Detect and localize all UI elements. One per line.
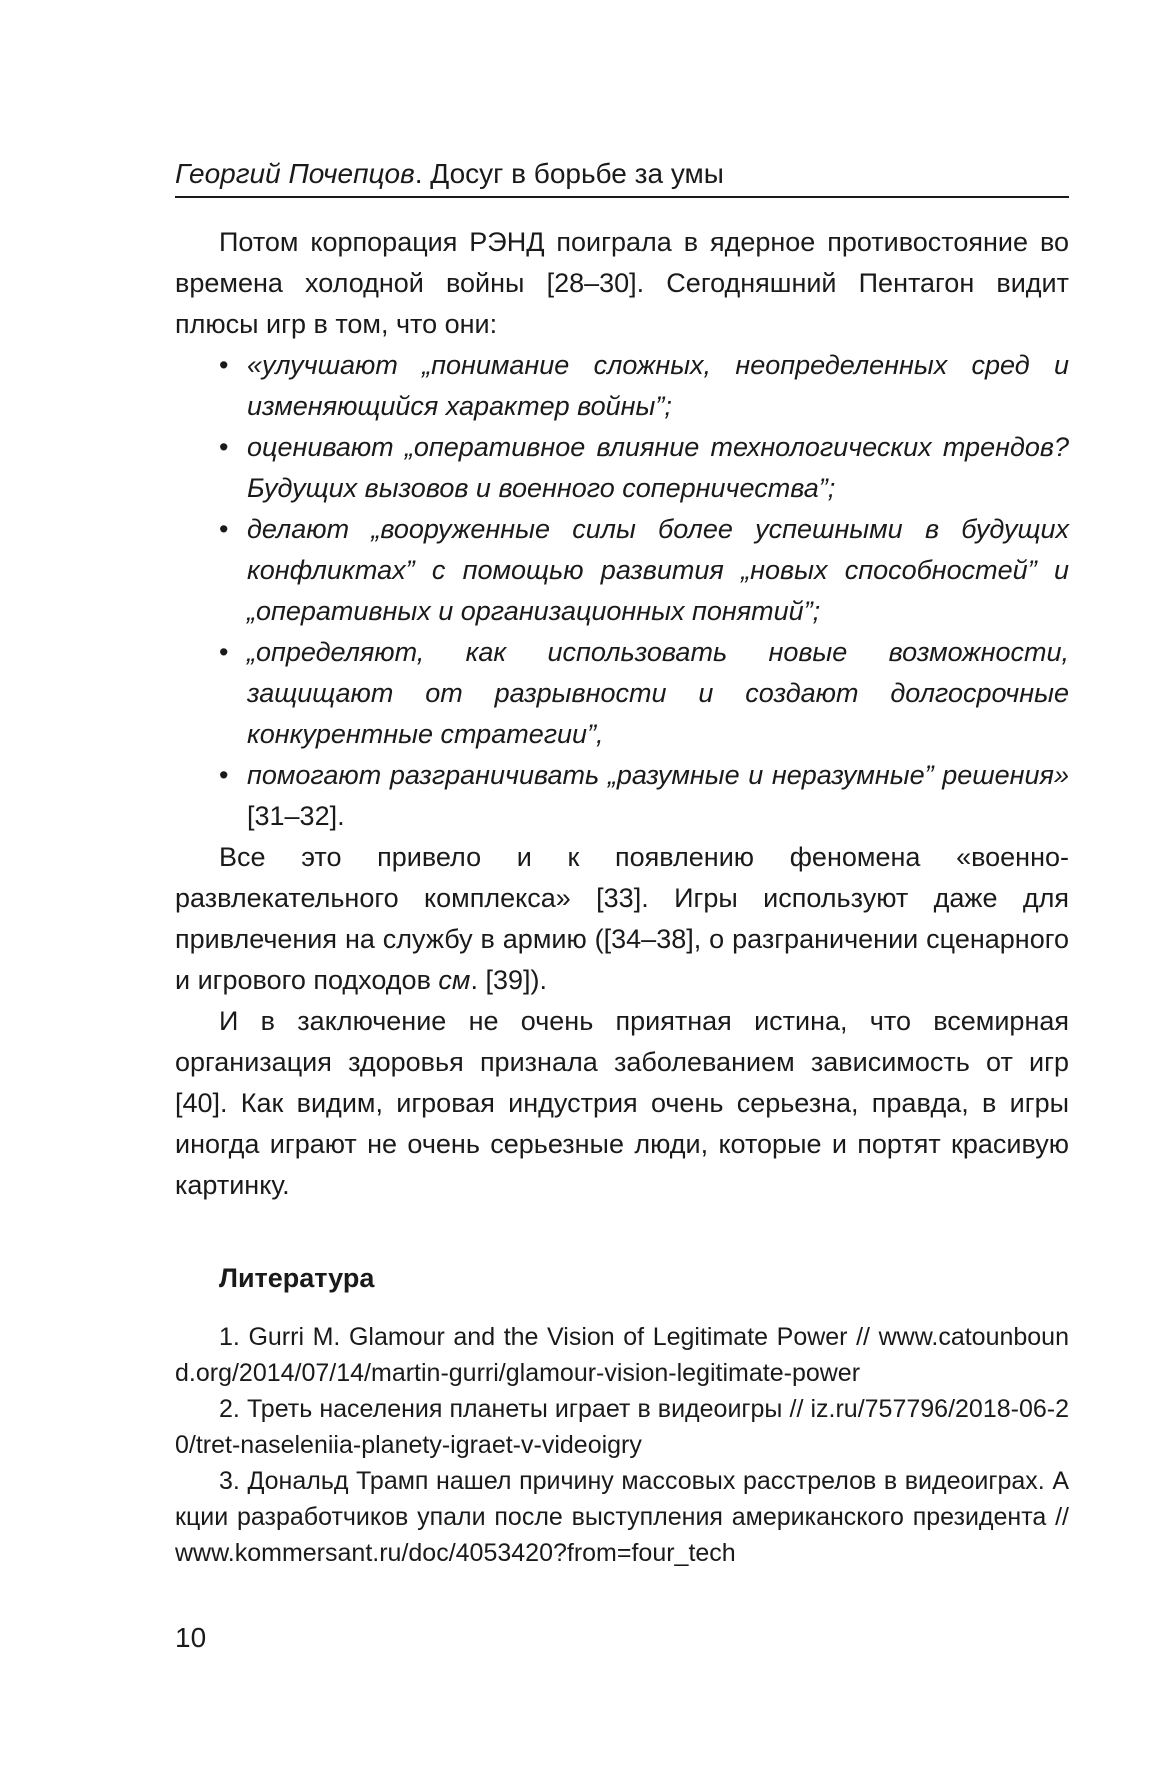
list-item-text: „определяют, как использовать новые возможности, защищают от разрывности и создают долгосрочные конкурентные стратегии”, xyxy=(247,637,1069,749)
list-item-text: помогают разграничивать „разумные и неразумные” решения» xyxy=(247,760,1069,790)
reference-item: 2. Треть населения планеты играет в видеоигры // iz.ru/757796/2018-06-20/tret-naseleniia-planety-igraet-v-videoigry xyxy=(175,1395,1069,1459)
paragraph-text-end: . [39]). xyxy=(470,965,547,995)
page-number: 10 xyxy=(175,1622,207,1653)
paragraph-conclusion: И в заключение не очень приятная истина, что всемирная организация здоровья признала заболеванием зависимость от игр [40]. Как видим, игровая индустрия очень серьезна, правда, в игры иногда играют не очень серьезные люди, которые и портят красивую картинку. xyxy=(175,1006,1069,1200)
paragraph-military-entertainment xyxy=(175,837,1069,1001)
list-item xyxy=(175,509,1069,632)
list-item-text: делают „вооруженные силы более успешными в будущих конфликтах” с помощью развития „новых способностей” и „оперативных и организационных понятий”; xyxy=(247,514,1069,626)
list-item-text: «улучшают „понимание сложных, неопределенных сред и изменяющийся характер войны”; xyxy=(247,350,1069,421)
paragraph-text: Все это привело и к появлению феномена «военно-развлекательного комплекса» [33]. Игры используют даже для привлечения на службу в армию ([34–38], о разграничении сценарного и игрового подходов xyxy=(175,842,1069,995)
list-item xyxy=(175,632,1069,755)
benefits-list xyxy=(175,345,1069,837)
intro-paragraph: Потом корпорация РЭНД поиграла в ядерное противостояние во времена холодной войны [28–30]. Сегодняшний Пентагон видит плюсы игр в том, что они: xyxy=(175,227,1069,339)
list-item xyxy=(175,427,1069,509)
list-item xyxy=(175,345,1069,427)
bullet-icon: • xyxy=(219,760,229,790)
bullet-icon: • xyxy=(219,432,229,462)
see-abbreviation: см xyxy=(438,965,471,995)
list-item-text: оценивают „оперативное влияние технологических трендов? Будущих вызовов и военного соперничества”; xyxy=(247,432,1069,503)
bullet-icon: • xyxy=(219,350,229,380)
main-text xyxy=(175,222,1069,1206)
reference-list xyxy=(175,1319,1069,1571)
bullet-icon: • xyxy=(219,514,229,544)
literature-heading: Литература xyxy=(219,1263,375,1293)
header-author: Георгий Почепцов xyxy=(175,158,415,189)
list-item xyxy=(175,755,1069,837)
list-item-citation: [31–32]. xyxy=(247,801,345,831)
header-title: . Досуг в борьбе за умы xyxy=(414,158,724,189)
reference-item: 1. Gurri M. Glamour and the Vision of Legitimate Power // www.catounbound.org/2014/07/14/martin-gurri/glamour-vision-legitimate-power xyxy=(175,1323,1069,1387)
reference-item: 3. Дональд Трамп нашел причину массовых расстрелов в видеоиграх. Акции разработчиков упали после выступления американского президента // www.kommersant.ru/doc/4053420?from=four_tech xyxy=(175,1467,1069,1567)
bullet-icon: • xyxy=(219,637,229,667)
running-header xyxy=(175,152,1069,198)
